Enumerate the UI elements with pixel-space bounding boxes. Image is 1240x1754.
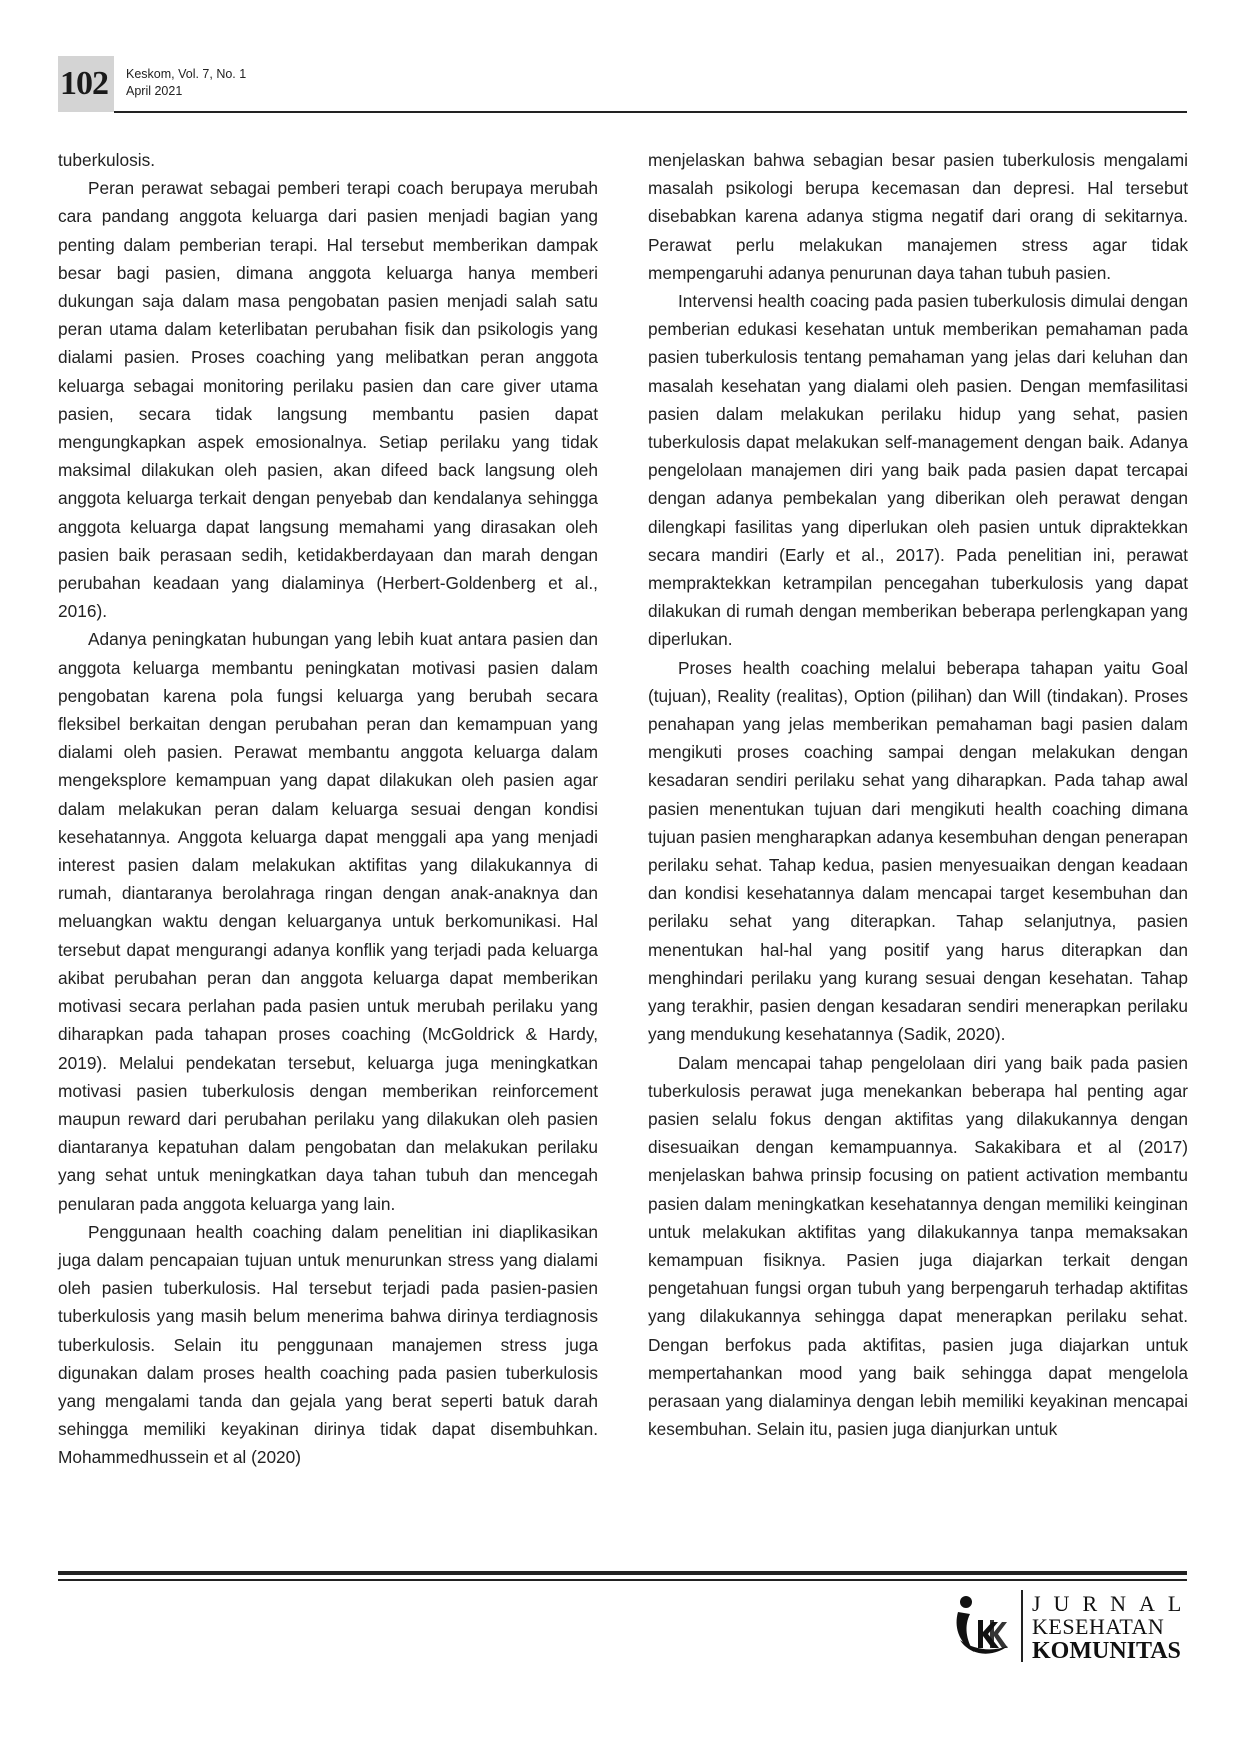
paragraph: tuberkulosis. bbox=[58, 150, 156, 170]
right-column bbox=[648, 146, 1188, 1443]
logo-divider bbox=[1021, 1590, 1023, 1662]
footer-rule-thin bbox=[58, 1579, 1187, 1581]
paragraph: Peran perawat sebagai pemberi terapi coach berupaya merubah cara pandang anggota keluarga dari pasien menjadi bagian yang penting dalam pemberian terapi. Hal tersebut memberikan dampak besar bagi pasien, dimana anggota keluarga hanya memberi dukungan saja dalam masa pengobatan pasien menjadi salah satu peran utama dalam keterlibatan perubahan fisik dan psikologis yang dialami pasien. Proses coaching yang melibatkan peran anggota keluarga sebagai monitoring perilaku pasien dan care giver utama pasien, secara tidak langsung membantu pasien dapat mengungkapkan aspek emosionalnya. Setiap perilaku yang tidak maksimal dilakukan oleh pasien, akan difeed back langsung oleh anggota keluarga terkait dengan penyebab dan kendalanya sehingga anggota keluarga dapat langsung memahami yang dirasakan oleh pasien baik perasaan sedih, ketidakberdayaan dan marah dengan perubahan keadaan yang dialaminya (Herbert-Goldenberg et al., 2016). bbox=[58, 178, 598, 622]
paragraph: Proses health coaching melalui beberapa tahapan yaitu Goal (tujuan), Reality (realitas), Option (pilihan) dan Will (tindakan). Proses penahapan yang jelas memberikan pemahaman bagi pasien dalam mengikuti proses coaching sampai dengan melakukan dengan kesadaran sendiri perilaku sehat yang diharapkan. Pada tahap awal pasien menentukan tujuan dari mengikuti health coaching dimana tujuan pasien mengharapkan adanya kesembuhan dengan penerapan perilaku sehat. Tahap kedua, pasien menyesuaikan dengan keadaan dan kondisi kesehatannya dalam mencapai target kesembuhan dan perilaku sehat yang diterapkan. Tahap selanjutnya, pasien menentukan hal-hal yang positif yang harus diterapkan dan menghindari perilaku yang kurang sesuai dengan kesehatan. Tahap yang terakhir, pasien dengan kesadaran sendiri menerapkan perilaku yang mendukung kesehatannya (Sadik, 2020). bbox=[648, 657, 1188, 1045]
journal-date: April 2021 bbox=[126, 84, 183, 98]
paragraph: Intervensi health coacing pada pasien tuberkulosis dimulai dengan pemberian edukasi kesehatan untuk memberikan pemahaman pada pasien tuberkulosis tentang pemahaman yang jelas dari keluhan dan masalah kesehatan yang dialami oleh pasien. Dengan memfasilitasi pasien dalam melakukan perilaku hidup yang sehat, pasien tuberkulosis dapat melakukan self-management dengan baik. Adanya pengelolaan manajemen diri yang baik pada pasien dapat tercapai dengan adanya pembekalan yang diberikan oleh perawat dengan dilengkapi fasilitas yang diperlukan oleh pasien untuk dipraktekkan secara mandiri (Early et al., 2017). Pada penelitian ini, perawat mempraktekkan ketrampilan pencegahan tuberkulosis yang dapat dilakukan di rumah dengan memberikan beberapa perlengkapan yang diperlukan. bbox=[648, 291, 1188, 650]
logo-line-1: JURNAL bbox=[1032, 1591, 1195, 1616]
paragraph: Penggunaan health coaching dalam penelitian ini diaplikasikan juga dalam pencapaian tujuan untuk menurunkan stress yang dialami oleh pasien tuberkulosis. Hal tersebut terjadi pada pasien-pasien tuberkulosis yang masih belum menerima bahwa dirinya terdiagnosis tuberkulosis. Selain itu penggunaan manajemen stress juga digunakan dalam proses health coaching pada pasien tuberkulosis yang mengalami tanda dan gejala yang berat seperti batuk darah sehingga memiliki keyakinan dirinya tidak dapat disembuhkan. Mohammedhussein et al (2020) bbox=[58, 1221, 598, 1468]
journal-meta bbox=[126, 66, 246, 100]
paragraph: Dalam mencapai tahap pengelolaan diri yang baik pada pasien tuberkulosis perawat juga menekankan beberapa hal penting agar pasien selalu fokus dengan aktifitas yang dilakukannya dengan disesuaikan dengan kemampuannya. Sakakibara et al (2017) menjelaskan bahwa prinsip focusing on patient activation membantu pasien dalam meningkatkan kesehatannya dengan memiliki keinginan untuk melakukan aktifitas yang dilakukannya tanpa memaksakan kemampuan fisiknya. Pasien juga diajarkan terkait dengan pengetahuan fungsi organ tubuh yang berpengaruh terhadap aktifitas yang dilakukannya sehingga dapat menerapkan perilaku sehat. Dengan berfokus pada aktifitas, pasien juga diajarkan untuk mempertahankan mood yang baik sehingga dapat mengelola perasaan yang dialaminya dengan lebih memiliki keyakinan mencapai kesembuhan. Selain itu, pasien juga dianjurkan untuk bbox=[648, 1052, 1188, 1440]
paragraph: menjelaskan bahwa sebagian besar pasien tuberkulosis mengalami masalah psikologi berupa kecemasan dan depresi. Hal tersebut disebabkan karena adanya stigma negatif dari orang di sekitarnya. Perawat perlu melakukan manajemen stress agar tidak mempengaruhi adanya penurunan daya tahan tubuh pasien. bbox=[648, 150, 1188, 283]
journal-logo-text bbox=[1032, 1592, 1194, 1664]
journal-volume: Keskom, Vol. 7, No. 1 bbox=[126, 67, 247, 81]
journal-logo-icon bbox=[952, 1590, 1012, 1660]
left-column bbox=[58, 146, 598, 1472]
logo-line-2: KESEHATAN bbox=[1032, 1614, 1165, 1639]
page-number: 102 bbox=[60, 65, 108, 102]
header-rule bbox=[114, 111, 1187, 113]
paragraph: Adanya peningkatan hubungan yang lebih kuat antara pasien dan anggota keluarga membantu peningkatan motivasi pasien dalam pengobatan karena pola fungsi keluarga yang berubah secara fleksibel berkaitan dengan perubahan peran dan kemampuan yang dialami oleh pasien. Perawat membantu anggota keluarga dalam mengeksplore kemampuan yang dapat dilakukan oleh pasien agar dalam melakukan peran dalam keluarga sesuai dengan kondisi kesehatannya. Anggota keluarga dapat menggali apa yang menjadi interest pasien dalam melakukan aktifitas yang dilakukannya di rumah, diantaranya berolahraga ringan dengan anak-anaknya dan meluangkan waktu dengan keluarganya untuk berkomunikasi. Hal tersebut dapat mengurangi adanya konflik yang terjadi pada keluarga akibat perubahan peran dan anggota keluarga dapat memberikan motivasi secara perlahan pada pasien untuk merubah perilaku yang diharapkan pada tahapan proses coaching (McGoldrick & Hardy, 2019). Melalui pendekatan tersebut, keluarga juga meningkatkan motivasi pasien tuberkulosis dengan memberikan reinforcement maupun reward dari perubahan perilaku yang dilakukan oleh pasien diantaranya kepatuhan dalam pengobatan dan melakukan perilaku yang sehat untuk meningkatkan daya tahan tubuh dan mencegah penularan pada anggota keluarga yang lain. bbox=[58, 629, 598, 1214]
logo-line-3: KOMUNITAS bbox=[1032, 1638, 1181, 1664]
footer-rule-thick bbox=[58, 1571, 1187, 1575]
